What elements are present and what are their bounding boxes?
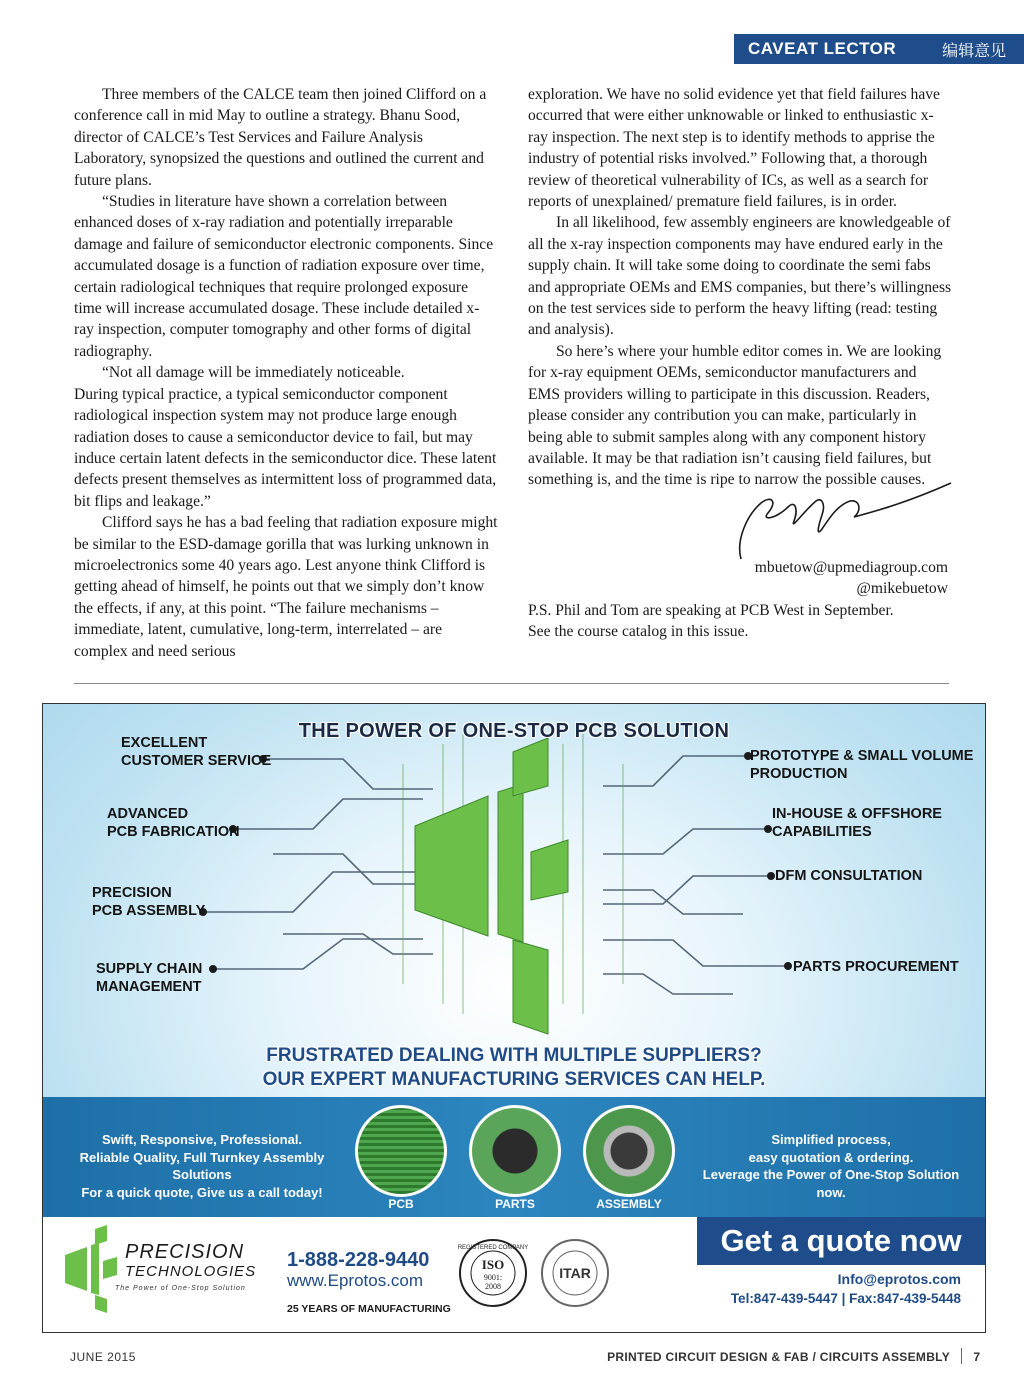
website-link[interactable]: www.Eprotos.com: [287, 1271, 424, 1290]
svg-text:9001:: 9001:: [483, 1273, 503, 1282]
ad-feature-label: PRECISION PCB ASSEMBLY: [92, 885, 206, 919]
ad-headline-line: FRUSTRATED DEALING WITH MULTIPLE SUPPLIERS?: [266, 1045, 762, 1066]
ad-feature-label: PROTOTYPE & SMALL VOLUME PRODUCTION: [750, 748, 974, 782]
logo-graphic: [415, 738, 568, 1034]
get-quote-button[interactable]: Get a quote now: [697, 1217, 985, 1265]
postscript-line: See the course catalog in this issue.: [528, 622, 749, 640]
paragraph: Three members of the CALCE team then joined Clifford on a conference call in mid May to outline a strategy. Bhanu Sood, director of CALCE’s Test Services and Failure Analysis Laboratory, synopsized the questions and outlined the current and future plans.: [74, 86, 487, 189]
paragraph: “Not all damage will be immediately noticeable.: [102, 364, 405, 382]
paragraph: Clifford says he has a bad feeling that radiation exposure might be similar to the ESD-damage gorilla that was lurking unknown in microelectronics some 40 years ago. Lest anyone think Clifford is getting ahead of himself, he points out that we simply don’t know the effects, if any, at this point. “The failure mechanisms – immediate, latent, cumulative, long-term, interrelated – are complex and need serious: [74, 514, 498, 660]
page-footer: [70, 1350, 980, 1366]
parts-photo: [469, 1105, 561, 1197]
ad-phone-fax: Tel:847-439-5447 | Fax:847-439-5448: [730, 1291, 961, 1306]
ad-band-right-text: Simplified process, easy quotation & ordering. Leverage the Power of One-Stop Solution now.: [702, 1132, 960, 1200]
svg-text:ISO: ISO: [481, 1257, 505, 1272]
pcb-caption: PCB: [388, 1197, 414, 1211]
section-title: CAVEAT LECTOR: [748, 39, 897, 58]
article-right-column: [528, 84, 952, 642]
ad-feature-label: EXCELLENT CUSTOMER SERVICE: [121, 735, 272, 769]
signature-block: [528, 491, 952, 557]
issue-date: JUNE 2015: [70, 1350, 136, 1364]
ad-footer: [43, 1217, 985, 1333]
paragraph: In all likelihood, few assembly engineers are knowledgeable of all the x-ray inspection components may have endured early in the supply chain. It will take some doing to coordinate the semi fabs and appropriate OEMs and EMS companies, but there’s willingness on the test services side to perform the heavy lifting (read: testing and analysis).: [528, 214, 952, 339]
assembly-caption: ASSEMBLY: [596, 1197, 662, 1211]
company-name-line2: TECHNOLOGIES: [125, 1263, 257, 1280]
contact-handle[interactable]: @mikebuetow: [856, 580, 948, 598]
parts-caption: PARTS: [495, 1197, 535, 1211]
contact-email[interactable]: mbuetow@upmediagroup.com: [754, 558, 948, 576]
paragraph: During typical practice, a typical semiconductor component radiological inspection system may not produce large enough radiation doses to cause a semiconductor device to fail, but may induce certain latent defects in the semiconductor dice. These latent defects present themselves as intermittent loss of programmed data, bit flips and leakage.”: [74, 385, 497, 510]
years-badge: 25 YEARS OF MANUFACTURING: [287, 1303, 451, 1315]
svg-text:ITAR: ITAR: [559, 1265, 591, 1281]
ad-blue-band: [43, 1097, 985, 1217]
section-header: [734, 34, 1024, 64]
ad-band-left-text: Swift, Responsive, Professional. Reliable Quality, Full Turnkey Assembly Solutions For a quick quote, Give us a call today!: [79, 1132, 325, 1200]
precision-logo-icon: [61, 1225, 133, 1313]
paragraph: exploration. We have no solid evidence yet that field failures have occurred that were either unknowable or linked to enthusiastic x-ray inspection. The next step is to identify methods to apprise the industry of potential risks involved.” Following that, a thorough review of theoretical vulnerability of ICs, as well as a search for reports of unexplained/ premature field failures, is in order.: [528, 86, 940, 211]
svg-text:2008: 2008: [485, 1282, 501, 1291]
postscript-line: P.S. Phil and Tom are speaking at PCB West in September.: [528, 601, 894, 619]
itar-badge-icon: [539, 1237, 611, 1309]
ad-feature-label: PARTS PROCUREMENT: [793, 959, 959, 975]
company-tagline: The Power of One-Stop Solution: [115, 1285, 246, 1292]
ad-headline: [43, 1044, 985, 1092]
section-title-cn: 编辑意见: [942, 40, 1007, 60]
paragraph: So here’s where your humble editor comes in. We are looking for x-ray equipment OEMs, semiconductor manufacturers and EMS providers willing to participate in this discussion. Readers, please consider any contribution you can make, particularly in being able to submit samples along with any component history available. It may be that radiation isn’t causing field failures, but something is, and the time is ripe to narrow the possible causes.: [528, 342, 942, 489]
paragraph: “Studies in literature have shown a correlation between enhanced doses of x-ray radiation and potentially irreparable damage and failure of semiconductor electronic components. Since accumulated dosage is a function of radiation exposure over time, certain radiological techniques that require prolonged exposure time will increase accumulated dosage. These include detailed x-ray inspection, computer tomography and other forms of digital radiography.: [74, 193, 494, 360]
divider: [74, 683, 949, 684]
editor-signature: [726, 481, 956, 561]
ad-headline-line: OUR EXPERT MANUFACTURING SERVICES CAN HELP.: [262, 1069, 766, 1090]
ad-feature-label: IN-HOUSE & OFFSHORE CAPABILITIES: [772, 806, 942, 840]
publication-name: PRINTED CIRCUIT DESIGN & FAB / CIRCUITS ASSEMBLY: [607, 1350, 950, 1364]
page-number: 7: [973, 1350, 980, 1364]
advertisement[interactable]: [42, 703, 986, 1333]
article-left-column: [74, 84, 498, 662]
ad-feature-label: SUPPLY CHAIN MANAGEMENT: [96, 961, 203, 995]
ad-feature-label: DFM CONSULTATION: [775, 868, 923, 884]
company-name: PRECISION: [125, 1241, 245, 1263]
svg-text:REGISTERED COMPANY: REGISTERED COMPANY: [457, 1245, 529, 1251]
assembly-photo: [583, 1105, 675, 1197]
ad-feature-label: ADVANCED PCB FABRICATION: [107, 806, 240, 840]
iso-badge-icon: [457, 1237, 529, 1309]
pcb-photo: [355, 1105, 447, 1197]
footer-separator: [961, 1348, 962, 1364]
ad-email-link[interactable]: Info@eprotos.com: [837, 1271, 961, 1287]
ad-title: THE POWER OF ONE-STOP PCB SOLUTION: [298, 720, 730, 742]
phone-number[interactable]: 1-888-228-9440: [287, 1249, 430, 1271]
